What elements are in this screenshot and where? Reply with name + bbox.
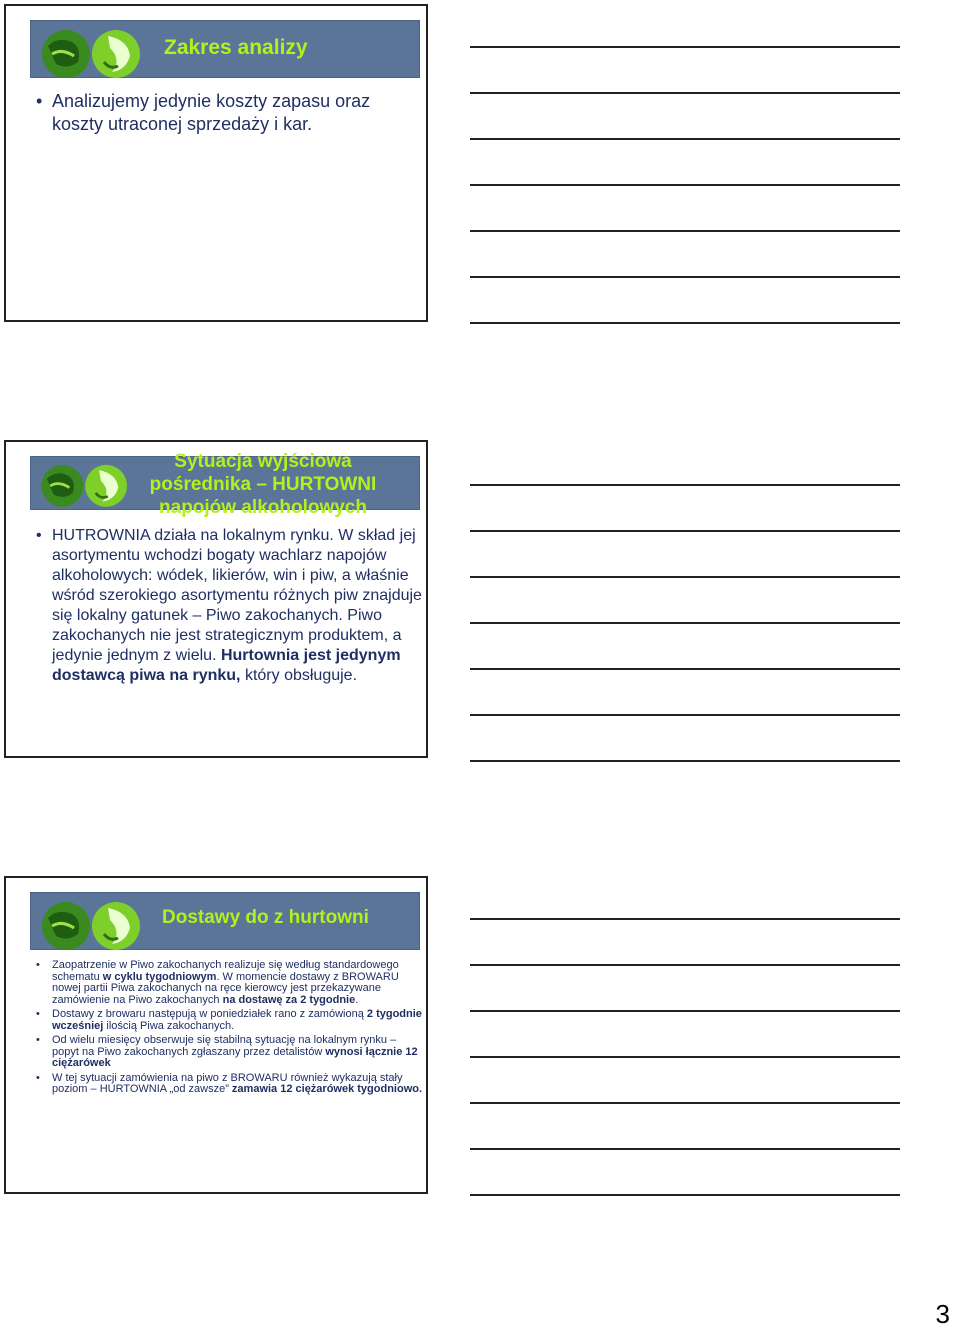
slide-title [138, 450, 388, 519]
green-leaf-logo-icon [38, 458, 134, 512]
text-segment: Zaopatrzenie w Piwo zakochanych realizuje się według standardowego schematu [52, 959, 399, 983]
note-line [470, 964, 900, 966]
text-segment: Analizujemy jedynie koszty zapasu oraz koszty utraconej sprzedaży i kar. [52, 91, 371, 134]
note-line [470, 92, 900, 94]
bullet-item [32, 960, 424, 1006]
bold-text-segment: na dostawę za 2 tygodnie [222, 993, 356, 1006]
note-line [470, 322, 900, 324]
bold-text-segment: Hurtownia jest jedynym dostawcą piwa na rynku, [52, 647, 401, 684]
text-segment: HUTROWNIA działa na lokalnym rynku. W skład jej asortymentu wchodzi bogaty wachlarz napojów alkoholowych: wódek, likierów, win i piw, a właśnie wśród szerokiego asortymentu różnych piw znajduje się lokalny gatunek – Piwo zakochanych. Piwo zakochanych nie jest strategicznym produktem, a jedynie jednym z wielu. [52, 527, 422, 664]
slide-bullets [32, 960, 424, 1096]
note-line [470, 1102, 900, 1104]
title-line: Sytuacja wyjściowa [174, 451, 352, 472]
slide-2 [4, 440, 428, 758]
title-line: napojów alkoholowych [159, 497, 367, 518]
bullet-item [32, 1009, 424, 1032]
bold-text-segment: 2 tygodnie wcześniej [52, 1008, 422, 1032]
slide-bullets [32, 90, 424, 136]
text-segment: który obsługuje. [240, 667, 358, 684]
text-segment: Od wielu miesięcy obserwuje się stabilną sytuację na lokalnym rynku – popyt na Piwo zakochanych zgłaszany przez detalistów [52, 1034, 397, 1058]
green-leaf-logo-icon [38, 898, 148, 952]
bold-text-segment: w cyklu tygodniowym [102, 970, 217, 983]
note-line [470, 918, 900, 920]
note-line [470, 1148, 900, 1150]
bullet-item [32, 1073, 424, 1096]
slide-bullets [32, 526, 424, 686]
note-line [470, 622, 900, 624]
note-line [470, 760, 900, 762]
title-line: pośrednika – HURTOWNI [149, 474, 377, 495]
note-line [470, 1194, 900, 1196]
bullet-item [32, 526, 424, 686]
note-line [470, 576, 900, 578]
note-line [470, 714, 900, 716]
page-number: 3 [935, 1299, 950, 1329]
text-segment: . [355, 993, 359, 1006]
text-segment: . W momencie dostawy z BROWARU nowej partii Piwa zakochanych na ręce kierowcy jest przekazywane zamówienie na Piwo zakochanych [52, 970, 399, 1006]
bullet-item [32, 90, 424, 136]
slide-title: Dostawy do z hurtowni [162, 907, 369, 928]
note-line [470, 230, 900, 232]
bold-text-segment: wynosi łącznie 12 ciężarówek [52, 1045, 418, 1069]
note-line [470, 138, 900, 140]
note-line [470, 276, 900, 278]
slide-title: Zakres analizy [164, 36, 308, 59]
bold-text-segment: zamawia 12 ciężarówek tygodniowo. [231, 1083, 423, 1095]
text-segment: ilością Piwa zakochanych. [103, 1019, 235, 1032]
note-line [470, 668, 900, 670]
slide-1 [4, 4, 428, 322]
slide-3 [4, 876, 428, 1194]
green-leaf-logo-icon [38, 26, 148, 80]
note-line [470, 46, 900, 48]
text-segment: W tej sytuacji zamówienia na piwo z BROWARU również wykazują stały poziom – HURTOWNIA „od zawsze” [52, 1071, 403, 1095]
text-segment: Dostawy z browaru następują w poniedziałek rano z zamówioną [52, 1008, 367, 1020]
bullet-item [32, 1035, 424, 1070]
note-line [470, 184, 900, 186]
note-line [470, 1010, 900, 1012]
note-line [470, 1056, 900, 1058]
note-line [470, 484, 900, 486]
note-line [470, 530, 900, 532]
